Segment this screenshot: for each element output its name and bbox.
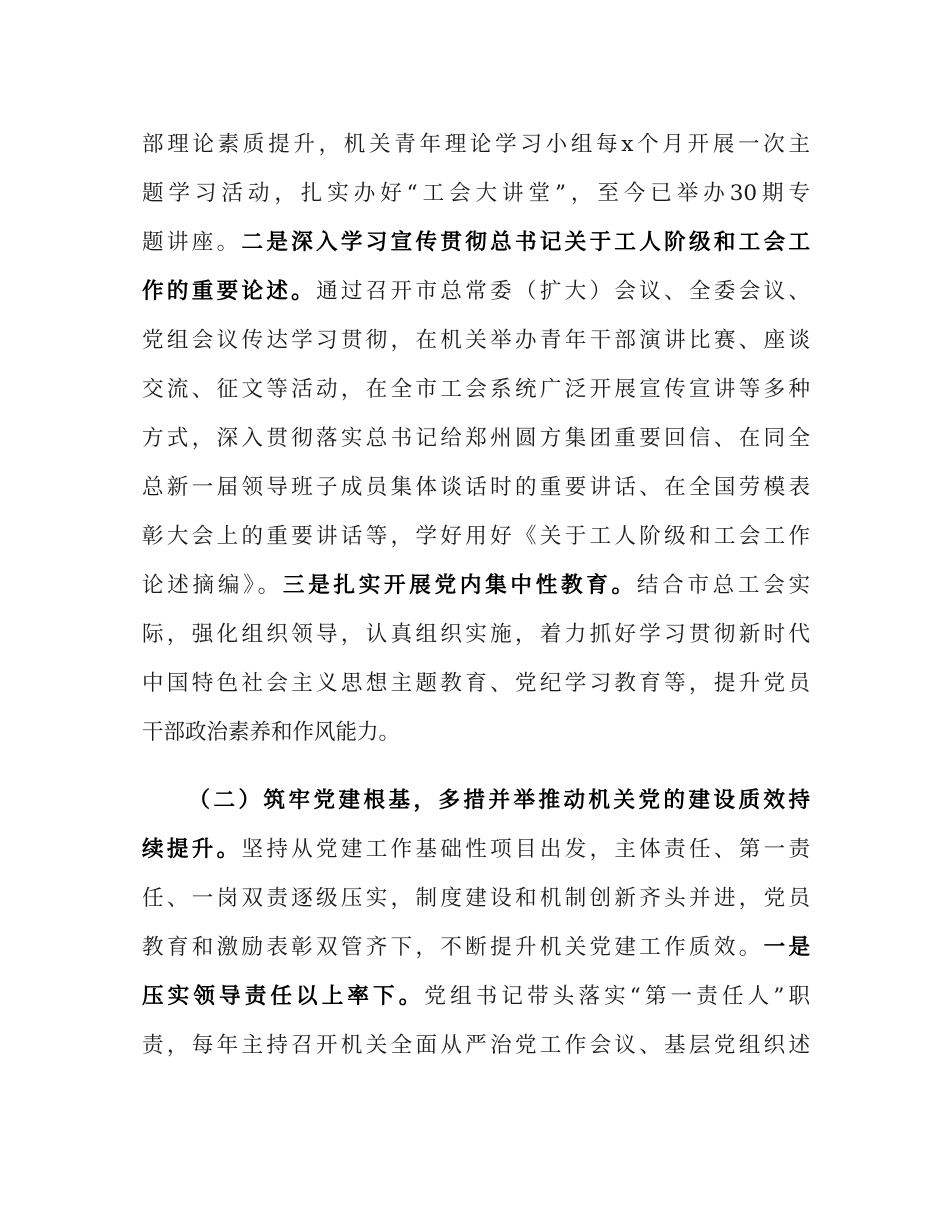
text-segment: 方式，深入贯彻落实总书记给郑州圆方集团重要回信、在同全 bbox=[142, 426, 810, 451]
text-line bbox=[142, 169, 810, 218]
text-line bbox=[142, 972, 810, 1021]
text-line bbox=[142, 120, 810, 169]
text-line bbox=[142, 923, 810, 972]
text-segment: 论述摘编》。 bbox=[142, 573, 283, 598]
text-line bbox=[142, 267, 810, 316]
text-segment: 坚持从党建工作基础性项目出发，主体责任、第一责 bbox=[241, 837, 810, 862]
text-segment: 结合市总工会实 bbox=[636, 573, 810, 598]
bold-text-segment: 作的重要论述。 bbox=[142, 279, 317, 304]
text-segment: 通过召开市总常委（扩大）会议、全委会议、 bbox=[316, 279, 810, 304]
text-segment: 中国特色社会主义思想主题教育、党纪学习教育等，提升党员 bbox=[142, 671, 810, 696]
text-line bbox=[142, 512, 810, 561]
text-segment: 责，每年主持召开机关全面从严治党工作会议、基层党组织述 bbox=[142, 1033, 810, 1058]
text-segment: 题讲座。 bbox=[142, 230, 242, 255]
text-line bbox=[142, 414, 810, 463]
text-segment: 党组书记带头落实“第一责任人”职 bbox=[424, 984, 810, 1009]
text-segment: 部理论素质提升，机关青年理论学习小组每x个月开展一次主 bbox=[142, 132, 810, 157]
bold-text-segment: 压实领导责任以上率下。 bbox=[142, 984, 425, 1009]
text-line bbox=[142, 610, 810, 659]
text-segment: 干部政治素养和作风能力。 bbox=[142, 720, 401, 745]
paragraph-1 bbox=[142, 120, 810, 757]
text-segment: 党组会议传达学习贯彻，在机关举办青年干部演讲比赛、座谈 bbox=[142, 328, 810, 353]
text-segment: 彰大会上的重要讲话等，学好用好《关于工人阶级和工会工作 bbox=[142, 524, 810, 549]
bold-text-segment: 二是深入学习宣传贯彻总书记关于工人阶级和工会工 bbox=[241, 230, 810, 255]
bold-text-segment: （二）筑牢党建根基，多措并举推动机关党的建设质效持 bbox=[185, 788, 810, 813]
bold-text-segment: 一是 bbox=[763, 935, 810, 960]
text-line bbox=[142, 874, 810, 923]
text-line bbox=[142, 825, 810, 874]
text-line bbox=[142, 218, 810, 267]
text-line bbox=[142, 316, 810, 365]
text-line bbox=[142, 1021, 810, 1070]
text-line bbox=[142, 776, 810, 825]
text-segment: 总新一届领导班子成员集体谈话时的重要讲话、在全国劳模表 bbox=[142, 475, 810, 500]
text-segment: 际，强化组织领导，认真组织实施，着力抓好学习贯彻新时代 bbox=[142, 622, 810, 647]
paragraph-gap bbox=[142, 757, 810, 776]
text-line bbox=[142, 365, 810, 414]
text-line bbox=[142, 561, 810, 610]
text-segment: 交流、征文等活动，在全市工会系统广泛开展宣传宣讲等多种 bbox=[142, 377, 810, 402]
text-line bbox=[142, 659, 810, 708]
bold-text-segment: 三是扎实开展党内集中性教育。 bbox=[282, 573, 637, 598]
text-line bbox=[142, 708, 810, 757]
bold-text-segment: 续提升。 bbox=[142, 837, 242, 862]
document-page bbox=[142, 120, 810, 1070]
text-line bbox=[142, 463, 810, 512]
text-segment: 任、一岗双责逐级压实，制度建设和机制创新齐头并进，党员 bbox=[142, 886, 810, 911]
paragraph-2 bbox=[142, 776, 810, 1070]
text-segment: 教育和激励表彰双管齐下，不断提升机关党建工作质效。 bbox=[142, 935, 764, 960]
text-segment: 题学习活动，扎实办好“工会大讲堂”，至今已举办30期专 bbox=[142, 181, 810, 206]
